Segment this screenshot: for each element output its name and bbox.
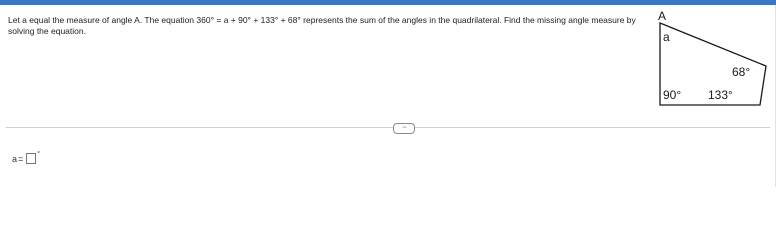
- question-outro: represents the sum of the angles in the quadrilateral. Find the missing angle measure by solving the equation.: [8, 15, 636, 36]
- question-intro: Let a equal the measure of angle A. The equation: [8, 15, 195, 25]
- section-divider: [6, 127, 770, 128]
- expand-more-button[interactable]: ···: [393, 123, 415, 134]
- angle-90-label: 90°: [663, 88, 682, 102]
- angle-68-label: 68°: [732, 65, 751, 79]
- answer-input[interactable]: [26, 153, 36, 164]
- answer-equals-sign: =: [18, 153, 24, 164]
- angle-133-label: 133°: [708, 88, 733, 102]
- answer-row: [12, 153, 40, 164]
- question-equation: 360° = a + 90° + 133° + 68°: [196, 15, 301, 25]
- top-accent-bar: [0, 0, 776, 5]
- angle-a-label: a: [663, 30, 670, 44]
- vertex-a-label: A: [658, 9, 667, 23]
- quadrilateral-figure: [648, 6, 776, 114]
- question-text: [8, 15, 648, 37]
- degree-unit: °: [37, 151, 41, 158]
- answer-variable: a: [12, 153, 18, 164]
